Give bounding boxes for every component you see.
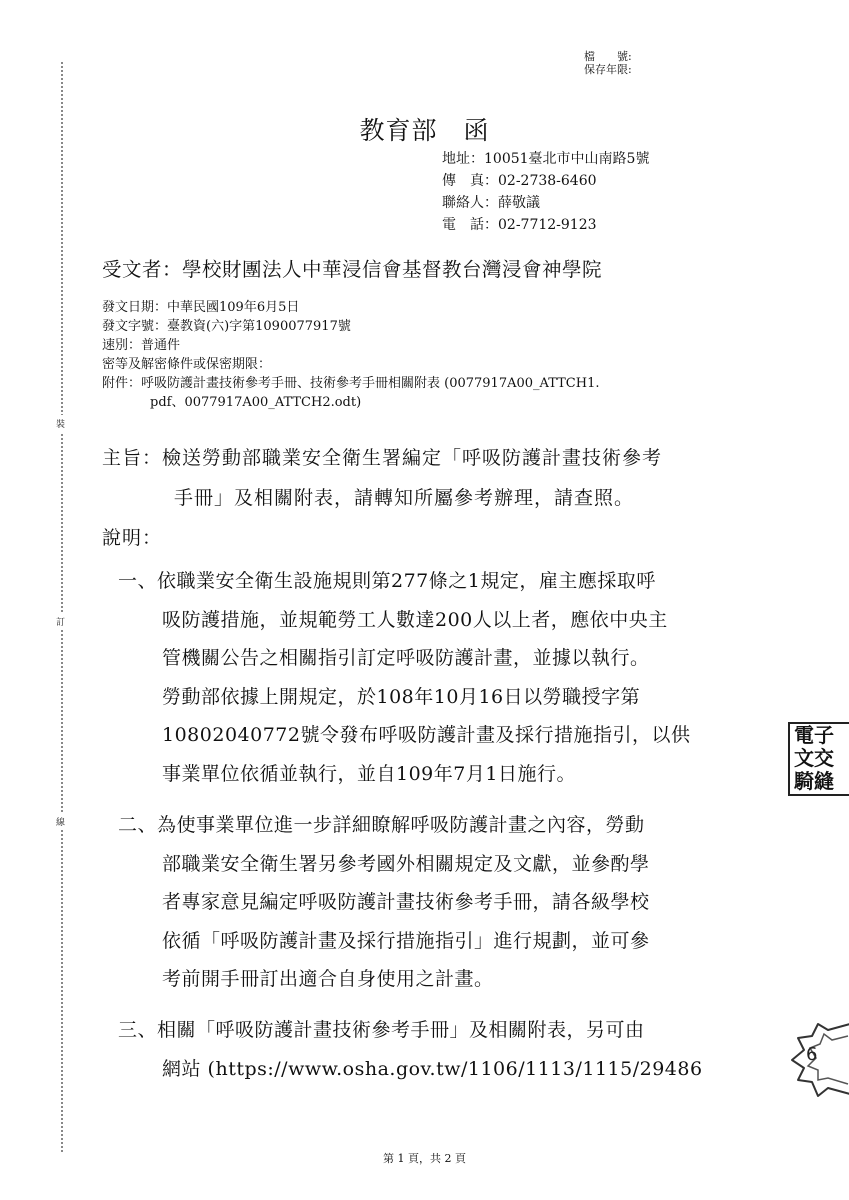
subject-paragraph	[102, 438, 762, 518]
contact-person: 聯絡人：薛敬議	[442, 195, 540, 211]
item-line: 事業單位依循並執行，並自109年7月1日施行。	[162, 762, 576, 785]
item-line: 管機關公告之相關指引訂定呼吸防護計畫，並據以執行。	[162, 647, 650, 670]
item-line: 考前開手冊訂出適合自身使用之計畫。	[162, 968, 494, 991]
attachment-line-1: 附件：呼吸防護計畫技術參考手冊、技術參考手冊相關附表 (0077917A00_ATTCH1.	[102, 376, 600, 391]
item-line: 者專家意見編定呼吸防護計畫技術參考手冊，請各級學校	[162, 891, 650, 914]
attachment-line-2: pdf、0077917A00_ATTCH2.odt)	[150, 395, 362, 410]
description-item-1	[118, 562, 690, 794]
description-item-2	[118, 806, 650, 999]
document-meta	[102, 298, 599, 412]
item-line: 勞動部依據上開規定，於108年10月16日以勞職授字第	[162, 685, 641, 708]
binding-mark-top: 裝	[56, 415, 65, 432]
stamp-row: 文交	[794, 746, 834, 770]
binding-mark-bottom: 線	[56, 813, 65, 830]
contact-info	[442, 148, 649, 236]
seal-number: 6	[806, 1044, 818, 1065]
electronic-exchange-stamp	[788, 722, 849, 796]
item-line: 一、依職業安全衛生設施規則第277條之1規定，雇主應採取呼	[118, 570, 656, 592]
item-line: 依循「呼吸防護計畫及採行措施指引」進行規劃，並可參	[162, 929, 650, 952]
page-seal-icon	[788, 1020, 849, 1100]
retention-label: 保存年限:	[584, 63, 632, 76]
description-heading: 說明：	[102, 527, 163, 549]
item-line: 部職業安全衛生署另參考國外相關規定及文獻，並參酌學	[162, 852, 650, 875]
document-number: 發文字號：臺教資(六)字第1090077917號	[102, 319, 351, 334]
contact-phone: 電 話：02-7712-9123	[442, 217, 597, 233]
subject-line-2: 手冊」及相關附表，請轉知所屬參考辦理，請查照。	[174, 487, 635, 509]
page-footer: 第 1 頁，共 2 頁	[383, 1152, 466, 1165]
stamp-row: 騎縫	[794, 769, 834, 793]
delivery-speed: 速別：普通件	[102, 338, 181, 353]
recipient-line: 受文者：學校財團法人中華浸信會基督教台灣浸會神學院	[102, 258, 603, 281]
item-line: 二、為使事業單位進一步詳細瞭解呼吸防護計畫之內容，勞動	[118, 814, 645, 836]
document-title: 教育部 函	[359, 116, 490, 145]
description-item-3	[118, 1011, 703, 1088]
subject-line-1: 主旨：檢送勞動部職業安全衛生署編定「呼吸防護計畫技術參考	[102, 447, 663, 469]
contact-fax: 傳 真：02-2738-6460	[442, 173, 597, 189]
item-line: 10802040772號令發布呼吸防護計畫及採行措施指引，以供	[162, 724, 691, 747]
binding-mark-middle: 訂	[56, 613, 65, 630]
archive-info	[584, 50, 632, 76]
stamp-row: 電子	[794, 723, 834, 747]
binding-dotted-line	[61, 62, 63, 1152]
secrecy-level: 密等及解密條件或保密期限：	[102, 357, 272, 372]
item-line: 吸防護措施，並規範勞工人數達200人以上者，應依中央主	[162, 608, 668, 631]
issue-date: 發文日期：中華民國109年6月5日	[102, 300, 300, 315]
item-line: 網站 (https://www.osha.gov.tw/1106/1113/1115/29486	[162, 1057, 703, 1080]
item-line: 三、相關「呼吸防護計畫技術參考手冊」及相關附表，另可由	[118, 1019, 645, 1041]
file-number-label: 檔 號:	[584, 50, 632, 63]
contact-address: 地址：10051臺北市中山南路5號	[442, 151, 650, 167]
